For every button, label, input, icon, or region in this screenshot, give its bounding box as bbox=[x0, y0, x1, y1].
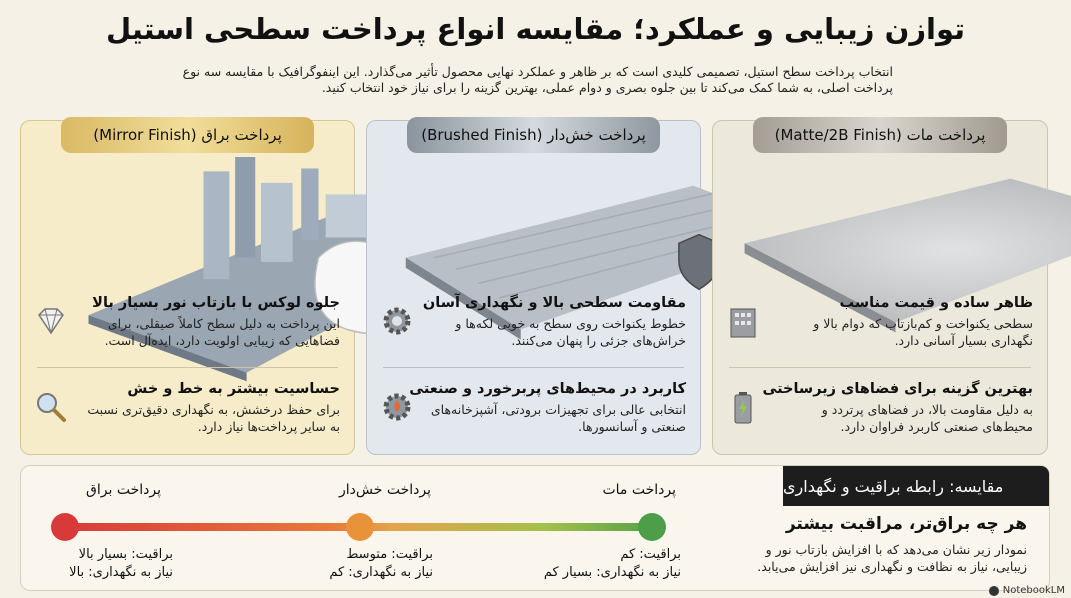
brushed-feature-2-text: انتخابی عالی برای تجهیزات برودتی، آشپزخانه‌های صنعتی و آسانسورها. bbox=[430, 402, 686, 434]
brand-label: NotebookLM bbox=[1002, 585, 1065, 596]
scale-matte-gloss: براقیت: کم bbox=[620, 547, 681, 562]
matte-marker-icon bbox=[638, 513, 666, 541]
matte-steel-illustration bbox=[723, 157, 1071, 387]
comparison-panel bbox=[20, 465, 1050, 591]
brushed-feature-2-title: کاربرد در محیط‌های پربرخورد و صنعتی bbox=[409, 381, 686, 397]
card-matte-title: پرداخت مات (Matte/2B Finish) bbox=[753, 117, 1007, 153]
mirror-feature-2-title: حساسیت بیشتر به خط و خش bbox=[127, 381, 340, 397]
brushed-feature-2 bbox=[381, 379, 686, 435]
scale-mirror-name: پرداخت براق bbox=[86, 482, 161, 498]
gear-flame-icon bbox=[377, 387, 417, 427]
matte-feature-2-title: بهترین گزینه برای فضاهای زیرساختی bbox=[762, 381, 1033, 397]
card-matte bbox=[712, 120, 1048, 455]
scale-mirror-info bbox=[33, 546, 173, 582]
magnifier-icon bbox=[31, 387, 71, 427]
scale-brushed-gloss: براقیت: متوسط bbox=[346, 547, 433, 562]
comparison-body: نمودار زیر نشان می‌دهد که با افزایش بازتاب نور و زیبایی، نیاز به نظافت و نگهداری نیز افزایش می‌یابد. bbox=[757, 542, 1027, 574]
scale-brushed-name: پرداخت خش‌دار bbox=[339, 482, 431, 498]
mirror-feature-1-text: این پرداخت به دلیل سطح کاملاً صیقلی، برای فضاهایی که زیبایی اولویت دارد، ایده‌آل است. bbox=[104, 316, 340, 348]
card-mirror-title: پرداخت براق (Mirror Finish) bbox=[61, 117, 314, 153]
mirror-feature-1 bbox=[35, 293, 340, 349]
scale-brushed-info bbox=[283, 546, 433, 582]
scale-mirror-care: نیاز به نگهداری: بالا bbox=[69, 565, 173, 580]
brand-logo bbox=[989, 585, 1065, 596]
diamond-icon bbox=[31, 301, 71, 341]
intro-text: انتخاب پرداخت سطح استیل، تصمیمی کلیدی است که بر ظاهر و عملکرد نهایی محصول تأثیر می‌گذارد. این اینفوگرافیک با مقایسه سه نوع پرداخت اصلی، به شما کمک می‌کند تا بین جلوه بصری و دوام عملی، بهترین گزینه را برای نیاز خود انتخاب کنید. bbox=[182, 64, 893, 95]
page-title: توازن زیبایی و عملکرد؛ مقایسه انواع پرداخت سطحی استیل bbox=[105, 12, 966, 46]
mirror-feature-1-title: جلوه لوکس با بازتاب نور بسیار بالا bbox=[92, 295, 340, 311]
brushed-marker-icon bbox=[346, 513, 374, 541]
battery-icon bbox=[723, 387, 763, 427]
gear-icon bbox=[377, 301, 417, 341]
card-brushed bbox=[366, 120, 701, 455]
matte-feature-2 bbox=[727, 379, 1033, 435]
scale-matte-care: نیاز به نگهداری: بسیار کم bbox=[543, 565, 681, 580]
mirror-feature-2 bbox=[35, 379, 340, 435]
comparison-heading: هر چه براق‌تر، مراقبت بیشتر bbox=[785, 514, 1027, 534]
matte-feature-1-text: سطحی یکنواخت و کم‌بازتاب که دوام بالا و نگهداری بسیار آسانی دارد. bbox=[813, 316, 1033, 348]
matte-feature-2-text: به دلیل مقاومت بالا، در فضاهای پرتردد و محیط‌های صنعتی کاربرد فراوان دارد. bbox=[821, 402, 1033, 434]
mirror-marker-icon bbox=[51, 513, 79, 541]
brushed-divider bbox=[383, 367, 684, 368]
matte-feature-1 bbox=[727, 293, 1033, 349]
comparison-tag: مقایسه: رابطه براقیت و نگهداری bbox=[783, 466, 1049, 506]
scale-brushed-care: نیاز به نگهداری: کم bbox=[329, 565, 433, 580]
scale-matte-info bbox=[511, 546, 681, 582]
matte-feature-1-title: ظاهر ساده و قیمت مناسب bbox=[839, 295, 1033, 311]
building-icon bbox=[723, 301, 763, 341]
scale-matte-name: پرداخت مات bbox=[602, 482, 676, 498]
card-mirror bbox=[20, 120, 355, 455]
brushed-feature-1 bbox=[381, 293, 686, 349]
brushed-feature-1-text: خطوط یکنواخت روی سطح به خوبی لکه‌ها و خراش‌های جزئی را پنهان می‌کنند. bbox=[455, 316, 686, 348]
scale-mirror-gloss: براقیت: بسیار بالا bbox=[78, 547, 173, 562]
card-brushed-title: پرداخت خش‌دار (Brushed Finish) bbox=[407, 117, 660, 153]
brushed-feature-1-title: مقاومت سطحی بالا و نگهداری آسان bbox=[422, 295, 686, 311]
matte-divider bbox=[729, 367, 1031, 368]
mirror-feature-2-text: برای حفظ درخشش، به نگهداری دقیق‌تری نسبت به سایر پرداخت‌ها نیاز دارد. bbox=[87, 402, 340, 434]
brand-icon bbox=[989, 586, 999, 596]
mirror-divider bbox=[37, 367, 338, 368]
